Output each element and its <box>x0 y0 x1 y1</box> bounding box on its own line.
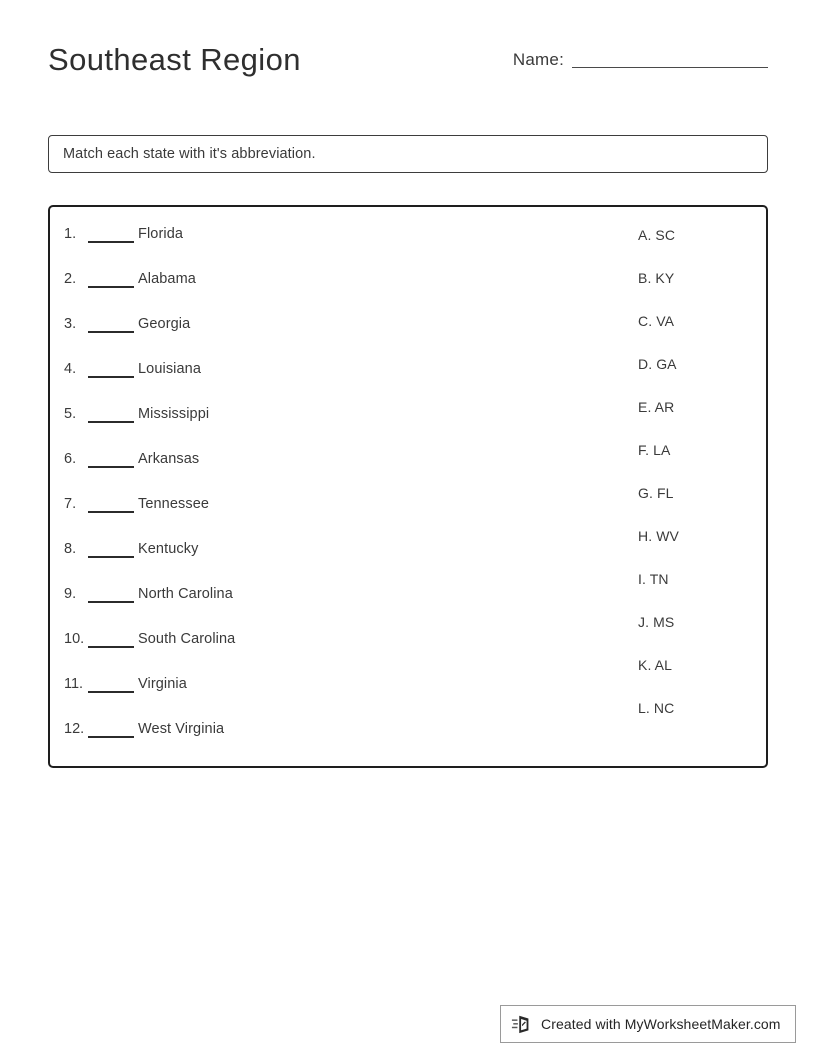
question-state-label: North Carolina <box>138 586 233 602</box>
answer-bank-item: A. SC <box>638 227 676 243</box>
answer-bank-item: B. KY <box>638 270 675 286</box>
instruction-box <box>48 135 768 173</box>
question-number: 1. <box>64 226 77 242</box>
question-row <box>64 494 534 539</box>
question-row <box>64 674 534 719</box>
question-state-label: Louisiana <box>138 361 201 377</box>
question-number: 3. <box>64 316 77 332</box>
answer-blank[interactable] <box>88 674 134 693</box>
question-row <box>64 404 534 449</box>
question-state-label: West Virginia <box>138 721 225 737</box>
question-state-label: Kentucky <box>138 541 199 557</box>
answer-blank[interactable] <box>88 539 134 558</box>
answer-bank-item: F. LA <box>638 442 671 458</box>
answer-blank[interactable] <box>88 584 134 603</box>
question-row <box>64 359 534 404</box>
answer-blank[interactable] <box>88 269 134 288</box>
question-number: 9. <box>64 586 77 602</box>
question-state-label: Florida <box>138 226 184 242</box>
answer-bank-item: E. AR <box>638 399 675 415</box>
question-state-label: Virginia <box>138 676 187 692</box>
answer-blank[interactable] <box>88 449 134 468</box>
answer-blank[interactable] <box>88 404 134 423</box>
footer-text: Created with MyWorksheetMaker.com <box>541 1016 781 1032</box>
question-number: 8. <box>64 541 77 557</box>
question-number: 11. <box>64 676 84 692</box>
question-row <box>64 539 534 584</box>
question-number: 4. <box>64 361 77 377</box>
question-row <box>64 269 534 314</box>
answer-bank-item: J. MS <box>638 614 675 630</box>
answer-bank-item: K. AL <box>638 657 672 673</box>
name-input-line[interactable] <box>572 67 768 68</box>
question-row <box>64 314 534 359</box>
worksheet-header <box>48 42 768 102</box>
answer-blank[interactable] <box>88 359 134 378</box>
footer-attribution-badge <box>500 1005 796 1043</box>
name-field-group <box>513 50 768 72</box>
answer-bank-item: H. WV <box>638 528 679 544</box>
answer-bank-item: I. TN <box>638 571 669 587</box>
question-row <box>64 584 534 629</box>
question-number: 5. <box>64 406 77 422</box>
question-number: 2. <box>64 271 77 287</box>
answer-blank[interactable] <box>88 629 134 648</box>
answer-bank-list <box>638 225 748 741</box>
question-state-label: Georgia <box>138 316 191 332</box>
question-number: 12. <box>64 721 85 737</box>
matching-exercise-box <box>48 205 768 768</box>
page-title: Southeast Region <box>48 42 301 77</box>
question-number: 7. <box>64 496 77 512</box>
question-row <box>64 629 534 674</box>
question-state-label: Tennessee <box>138 496 210 512</box>
answer-blank[interactable] <box>88 719 134 738</box>
name-label: Name: <box>512 50 564 69</box>
instruction-text: Match each state with it's abbreviation. <box>63 146 316 162</box>
answer-blank[interactable] <box>88 494 134 513</box>
question-state-label: Mississippi <box>138 406 210 422</box>
question-list <box>64 224 534 764</box>
answer-bank-item: G. FL <box>638 485 674 501</box>
question-number: 6. <box>64 451 77 467</box>
answer-blank[interactable] <box>88 224 134 243</box>
answer-bank-item: L. NC <box>638 700 675 716</box>
question-row <box>64 719 534 764</box>
answer-bank-item: C. VA <box>638 313 675 329</box>
answer-blank[interactable] <box>88 314 134 333</box>
worksheet-maker-logo-icon <box>511 1013 533 1035</box>
answer-bank-item: D. GA <box>638 356 677 372</box>
question-state-label: Arkansas <box>138 451 200 467</box>
question-state-label: South Carolina <box>138 631 236 647</box>
question-state-label: Alabama <box>138 271 196 287</box>
question-number: 10. <box>64 631 85 647</box>
question-row <box>64 449 534 494</box>
question-row <box>64 224 534 269</box>
